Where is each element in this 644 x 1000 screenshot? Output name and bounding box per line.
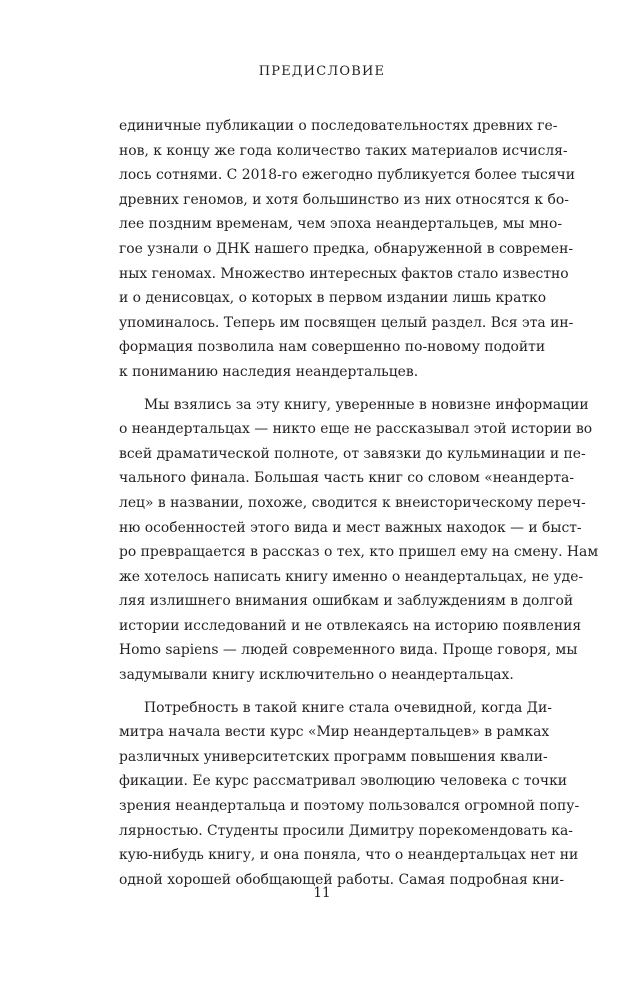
text-line: фикации. Ее курс рассматривал эволюцию человека с точки	[119, 773, 568, 790]
text-line: истории исследований и не отвлекаясь на историю появления	[119, 617, 582, 634]
text-line: упоминалось. Теперь им посвящен целый раздел. Вся эта ин-	[119, 314, 574, 331]
text-line: лось сотнями. С 2018-го ежегодно публикуется более тысячи	[119, 167, 576, 184]
text-line: ных геномах. Множество интересных фактов стало известно	[119, 265, 569, 282]
text-line: ню особенностей этого вида и мест важных находок — и быст-	[119, 519, 582, 536]
text-line: чального финала. Большая часть книг со словом «неандерта-	[119, 470, 575, 487]
text-line: всей драматической полноте, от завязки до кульминации и пе-	[119, 445, 586, 462]
text-line: задумывали книгу исключительно о неандертальцах.	[119, 667, 514, 684]
text-line: митра начала вести курс «Мир неандертальцев» в рамках	[119, 724, 550, 741]
paragraph	[119, 393, 599, 688]
text-line: лярностью. Студенты просили Димитру порекомендовать ка-	[119, 822, 573, 839]
text-line: и о денисовцах, о которых в первом издании лишь кратко	[119, 290, 547, 307]
text-line: ро превращается в рассказ о тех, кто пришел ему на смену. Нам	[119, 544, 599, 561]
text-line: формация позволила нам совершенно по-новому подойти	[119, 339, 546, 356]
text-line: кую-нибудь книгу, и она поняла, что о неандертальцах нет ни	[119, 847, 579, 864]
text-line: гое узнали о ДНК нашего предка, обнаруженной в современ-	[119, 240, 574, 257]
text-line: Потребность в такой книге стала очевидной, когда Ди-	[144, 699, 552, 716]
body-text	[119, 114, 599, 892]
text-line: к пониманию наследия неандертальцев.	[119, 363, 419, 380]
running-head: ПРЕДИСЛОВИЕ	[258, 64, 386, 79]
text-line: же хотелось написать книгу именно о неандертальцах, не уде-	[119, 568, 584, 585]
paragraph	[119, 696, 580, 893]
text-line: единичные публикации о последовательностях древних ге-	[119, 118, 558, 134]
paragraph-gap	[119, 688, 524, 696]
text-line: нов, к концу же года количество таких материалов исчисля-	[119, 142, 568, 159]
text-line: о неандертальцах — никто еще не рассказывал этой истории во	[119, 421, 593, 438]
text-line: одной хорошей обобщающей работы. Самая подробная кни-	[119, 871, 565, 888]
paragraph	[119, 114, 576, 385]
text-line: зрения неандертальца и поэтому пользовался огромной попу-	[119, 798, 580, 815]
text-line: древних геномов, и хотя большинство из них относятся к бо-	[119, 191, 569, 208]
text-line: лец» в названии, похоже, сводится к внеисторическому переч-	[119, 494, 586, 511]
text-line: различных университетских программ повышения квали-	[119, 748, 548, 765]
text-line: лее поздним временам, чем эпоха неандертальцев, мы мно-	[119, 216, 563, 233]
text-line: ляя излишнего внимания ошибкам и заблуждениям в долгой	[119, 593, 574, 610]
page-number: 11	[313, 885, 331, 901]
text-line: Мы взялись за эту книгу, уверенные в новизне информации	[144, 396, 589, 413]
text-line: Homo sapiens — людей современного вида. Проще говоря, мы	[119, 642, 578, 659]
paragraph-gap	[119, 385, 524, 393]
